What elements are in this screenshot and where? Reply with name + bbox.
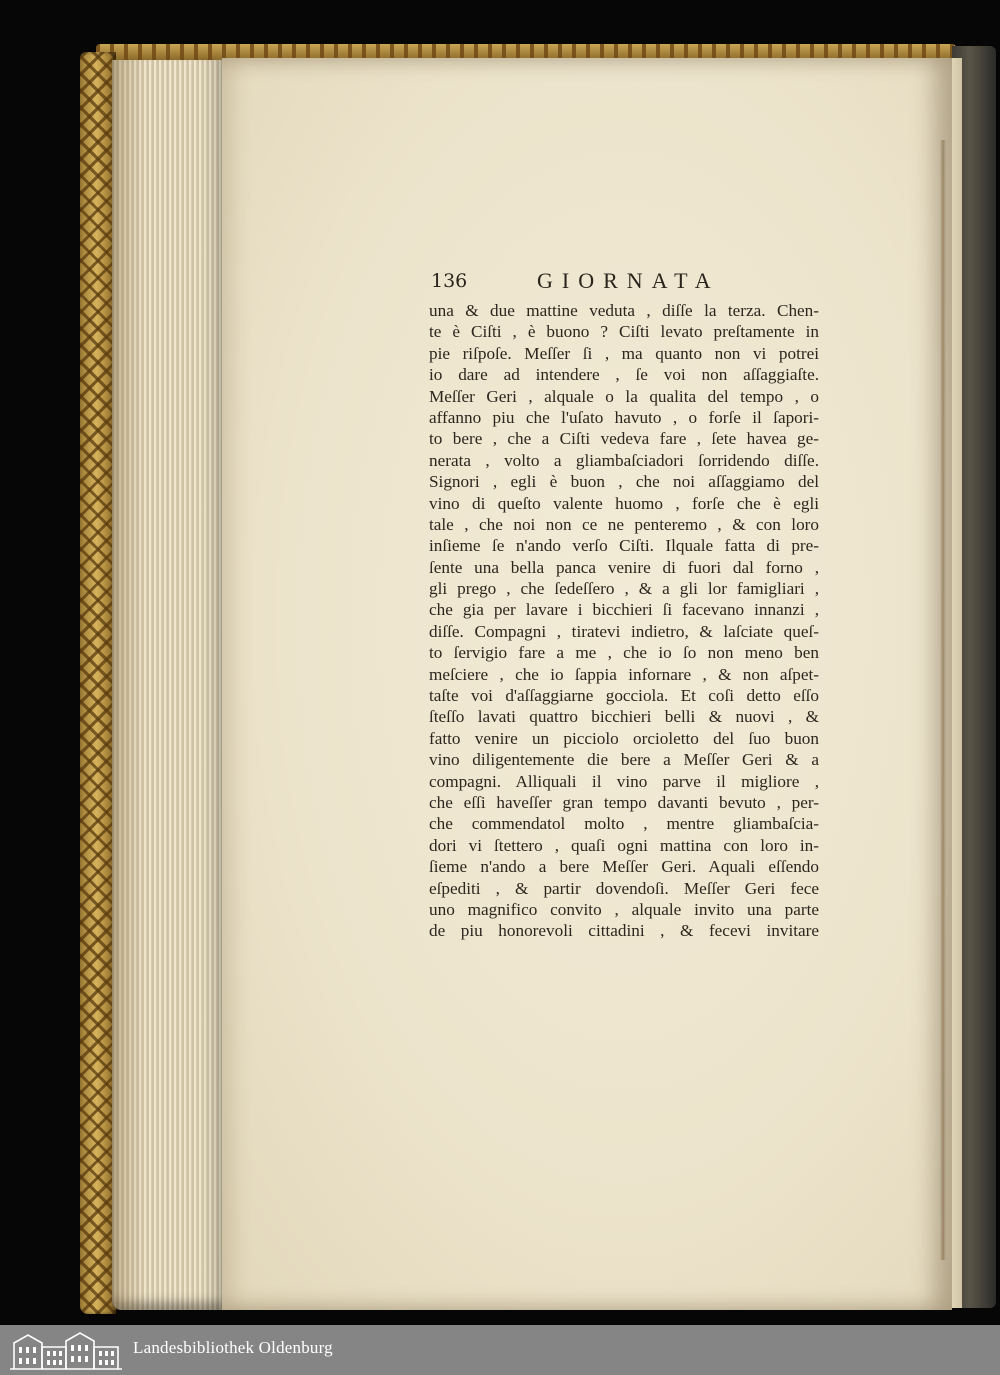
text-line: una & due mattine veduta , diſſe la terza. Chen- xyxy=(429,301,819,320)
text-line: uno magnifico convito , alquale invito una parte xyxy=(429,899,819,919)
text-line: te è Ciſti , è buono ? Ciſti levato preſtamente in xyxy=(429,322,819,342)
text-line: che eſſi haveſſer gran tempo davanti bevuto , per- xyxy=(429,792,819,812)
text-line: compagni. Alliquali il vino parve il migliore , xyxy=(429,771,819,791)
text-line: ſente una bella panca venire di fuori dal forno , xyxy=(429,557,819,577)
gilt-binding-edge xyxy=(80,52,116,1314)
text-line: fatto venire un picciolo orcioletto del ſuo buon xyxy=(429,728,819,748)
text-line: vino di queſto valente huomo , forſe che è egli xyxy=(429,493,819,513)
text-line: taſte voi d'aſſaggiarne gocciola. Et coſi detto eſſo xyxy=(429,686,819,706)
text-line: diſſe. Compagni , tiratevi indietro, & laſciate queſ- xyxy=(429,621,819,641)
text-line: ſieme n'ando a bere Meſſer Geri. Aquali eſſendo xyxy=(429,857,819,877)
text-line: che gia per lavare i bicchieri ſi facevano innanzi , xyxy=(429,600,819,620)
text-line: pie riſpoſe. Meſſer ſi , ma quanto non vi potrei xyxy=(429,343,819,363)
text-line: inſieme ſe n'ando verſo Ciſti. Ilquale fatta di pre- xyxy=(429,536,819,556)
text-line: to bere , che a Ciſti vedeva fare , ſete havea ge- xyxy=(429,429,819,449)
page-gutter xyxy=(940,140,946,1260)
page-number: 136 xyxy=(431,270,468,292)
body-text xyxy=(429,300,819,942)
text-line: gli prego , che ſedeſſero , & a gli lor famigliari , xyxy=(429,579,819,599)
running-head xyxy=(431,268,831,302)
text-line: affanno piu che l'uſato havuto , o forſe il ſapori- xyxy=(429,407,819,427)
institution-label: Landesbibliothek Oldenburg xyxy=(133,1338,333,1357)
library-building-logo-icon xyxy=(8,1329,124,1371)
running-head-title: GIORNATA xyxy=(537,268,720,293)
text-line: che commendatol molto , mentre gliambaſcia- xyxy=(429,814,819,834)
text-line: tale , che noi non ce ne penteremo , & con loro xyxy=(429,514,819,534)
text-line: nerata , volto a gliambaſciadori ſorridendo diſſe. xyxy=(429,450,819,470)
text-line: eſpediti , & partir dovendoſi. Meſſer Geri fece xyxy=(429,878,819,898)
text-line: Meſſer Geri , alquale o la qualita del tempo , o xyxy=(429,386,819,406)
text-line: de piu honorevoli cittadini , & fecevi invitare xyxy=(429,921,819,941)
text-line: to ſervigio fare a me , che io ſo non meno ben xyxy=(429,643,819,663)
fore-edge-shadow xyxy=(112,60,224,1310)
text-line: vino diligentemente die bere a Meſſer Geri & a xyxy=(429,750,819,770)
footer-bar xyxy=(0,1325,1000,1375)
text-line: meſciere , che io ſappia infornare , & non aſpet- xyxy=(429,664,819,684)
text-line: io dare ad intendere , ſe voi non aſſaggiaſte. xyxy=(429,365,819,385)
text-line: ſteſſo lavati quattro bicchieri belli & nuovi , & xyxy=(429,707,819,727)
text-line: dori vi ſtettero , quaſi ogni mattina con loro in- xyxy=(429,835,819,855)
text-line: Signori , egli è buon , che noi aſſaggiamo del xyxy=(429,472,819,492)
